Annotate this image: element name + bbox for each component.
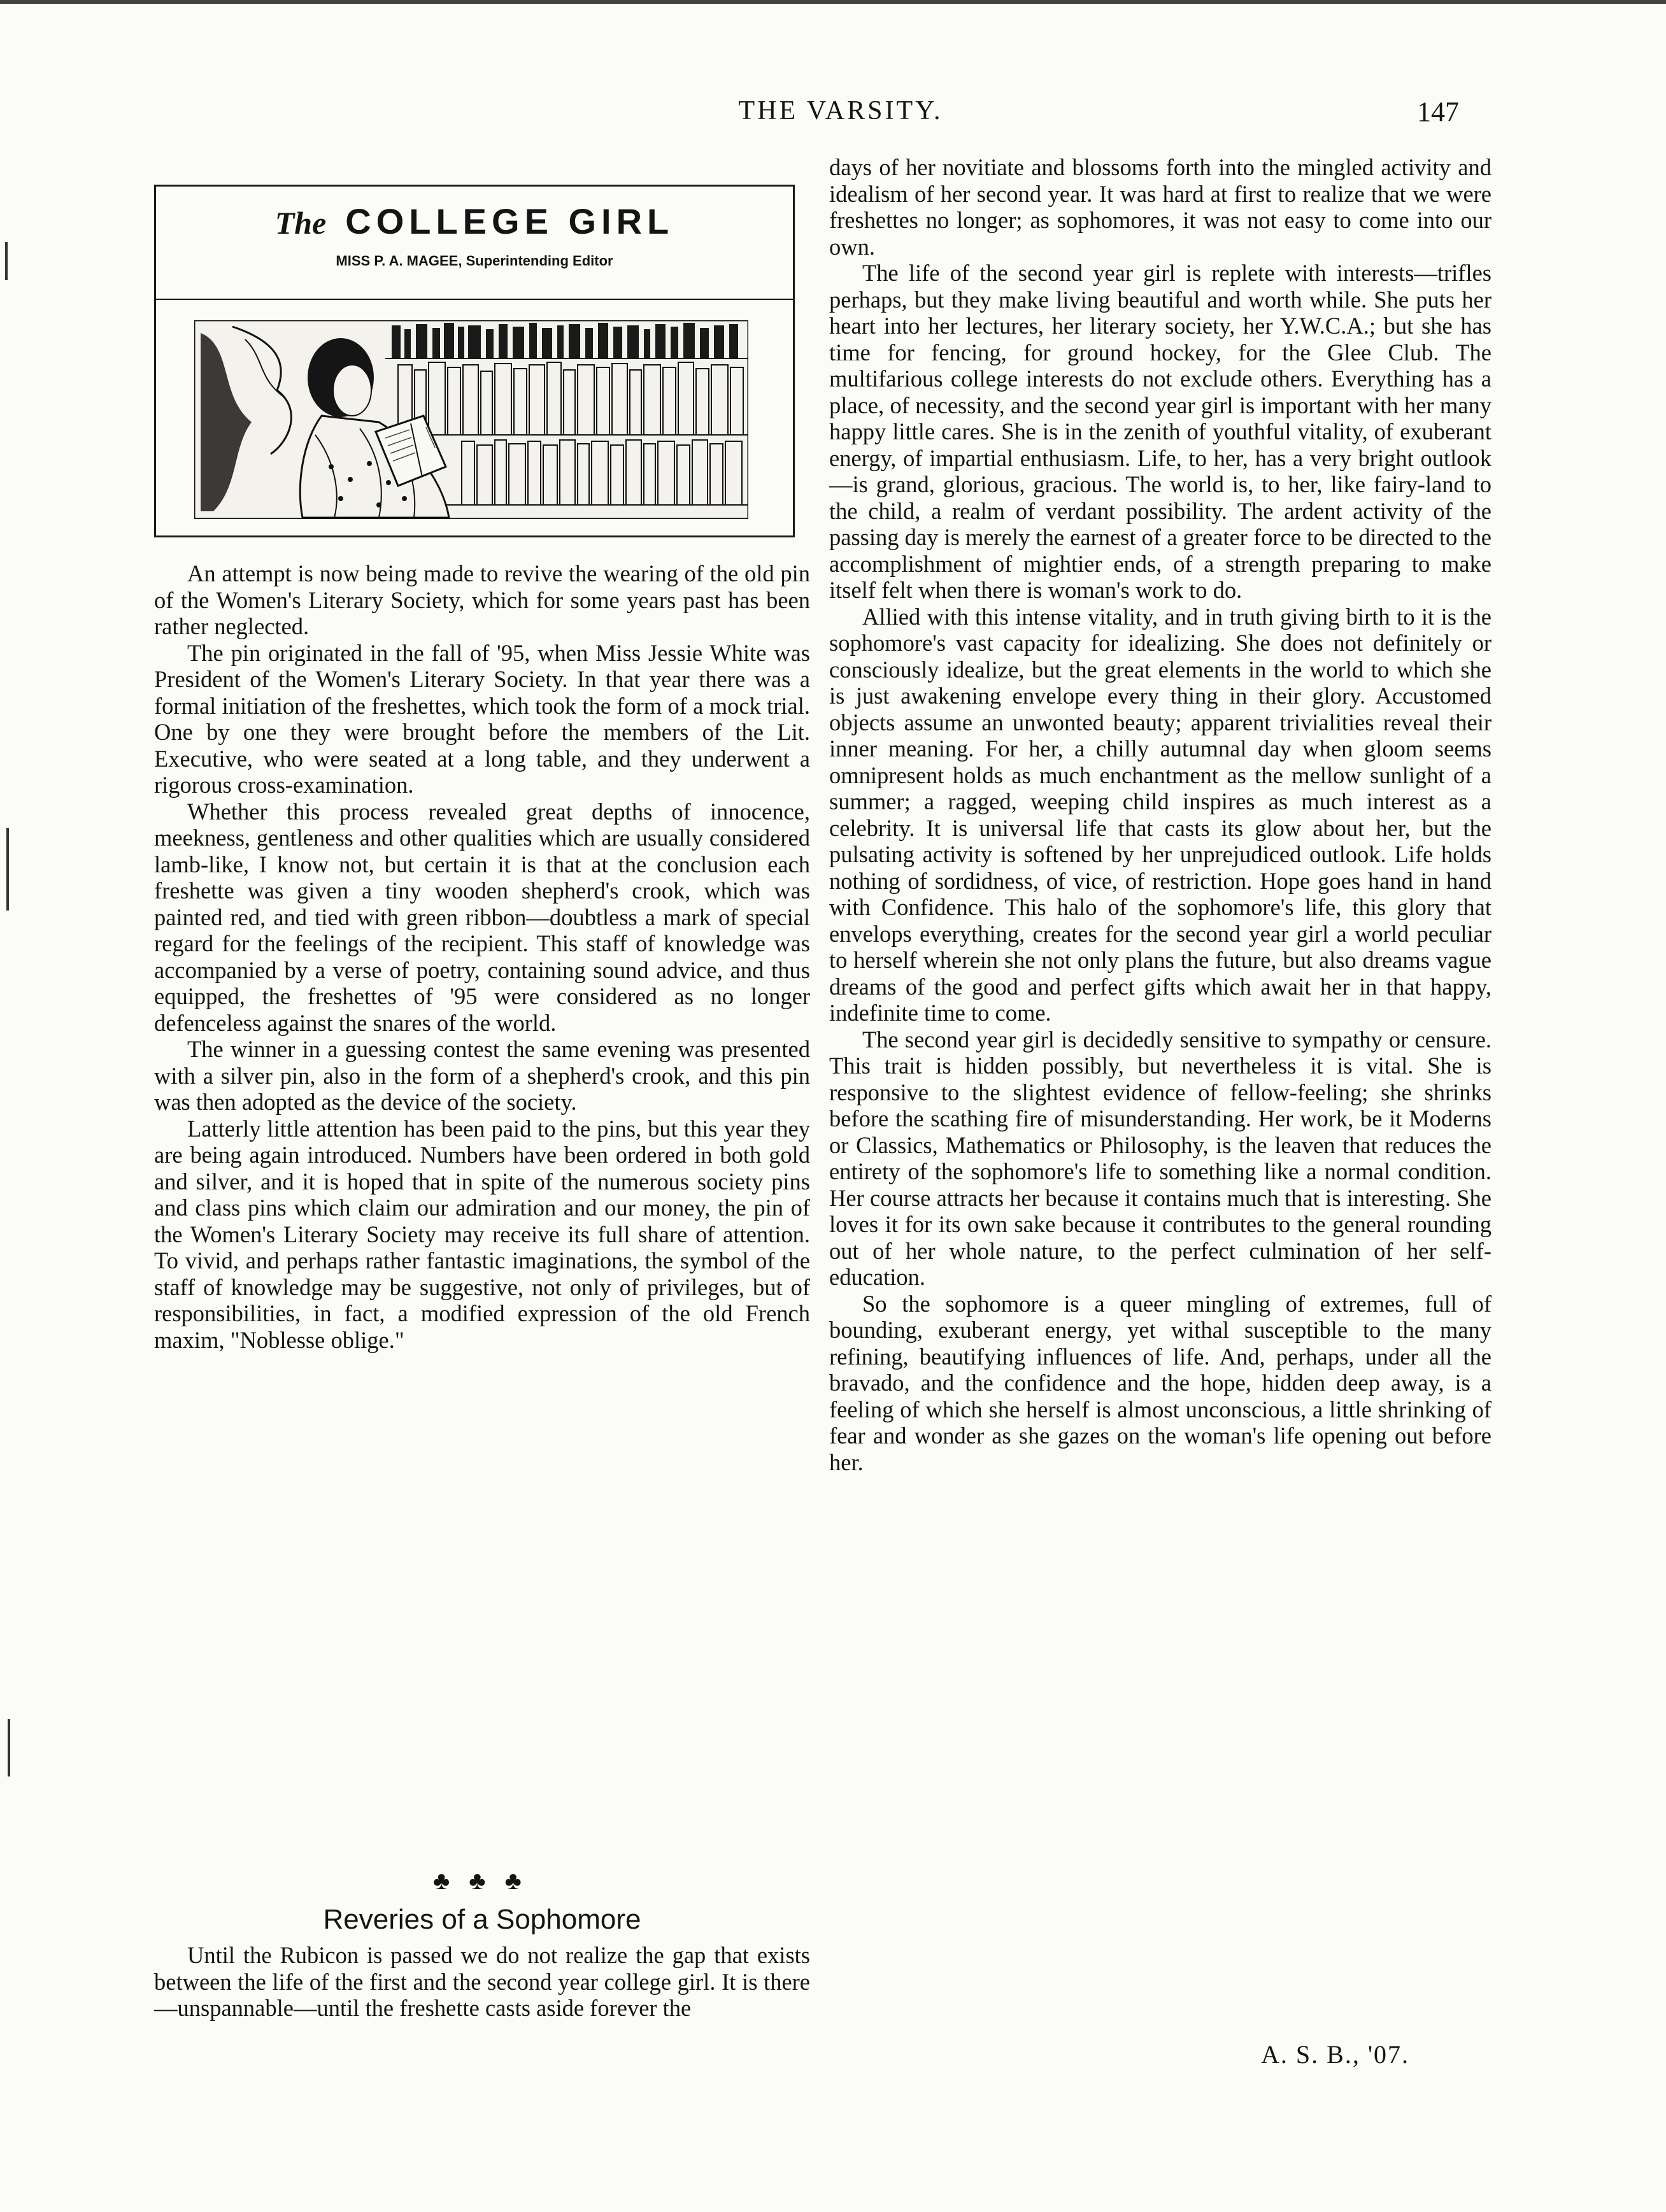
club-ornament: ♣♣♣	[433, 1866, 541, 1895]
section-title	[156, 201, 793, 242]
section-title-main: COLLEGE GIRL	[345, 201, 674, 241]
paragraph: Until the Rubicon is passed we do not realize the gap that exists between the life of the first and the second year college girl. It is there—unspannable—until the freshette casts aside forever the	[154, 1942, 810, 2021]
paragraph: The pin originated in the fall of '95, when Miss Jessie White was President of the Women's Literary Society. In that year there was a formal initiation of the freshettes, which took the form of a mock trial. One by one they were brought before the members of the Lit. Executive, who were seated at a long table, and they underwent a rigorous cross-examination.	[154, 639, 810, 798]
paragraph: Allied with this intense vitality, and in truth giving birth to it is the sophomore's vast capacity for idealizing. She does not definitely or consciously idealize, but the great elements in the world to which she is just awakening envelope every thing in their glory. Accustomed objects assume an unwonted beauty; apparent trivialities reveal their inner meaning. For her, a chilly autumnal day when gloom seems omnipresent holds as much enchantment as the mellow sunlight of a summer; a ragged, weeping child inspires as much interest as a celebrity. It is universal life that casts its glow about her, but the pulsating activity is softened by her unprejudiced outlook. Life holds nothing of sordidness, of vice, of restriction. Hope goes hand in hand with Confidence. This halo of the sophomore's life, this glory that envelops everything, creates for the second year girl a world peculiar to herself wherein she not only plans the future, but also dreams vague dreams of the good and perfect gifts which await her in that happy, indefinite time to come.	[829, 603, 1492, 1026]
section-heading-box	[154, 185, 795, 537]
article-pin-revival	[154, 560, 810, 1353]
left-edge-mark	[6, 828, 9, 911]
page-header-title: THE VARSITY.	[738, 96, 943, 125]
paragraph: Latterly little attention has been paid to the pins, but this year they are being again introduced. Numbers have been ordered in both gold and silver, and it is hoped that in spite of the numerous society pins and class pins which claim our admiration and our money, the pin of the Women's Literary Society may receive its full share of attention. To vivid, and perhaps rather fantastic imaginations, the symbol of the staff of knowledge may be suggestive, not only of privileges, but of responsibilities, in fact, a modified expression of the old French maxim, "Noblesse oblige."	[154, 1115, 810, 1353]
paragraph: days of her novitiate and blossoms forth into the mingled activity and idealism of her second year. It was hard at first to realize that we were freshettes no longer; as sophomores, it was not easy to come into our own.	[829, 154, 1492, 260]
author-signature: A. S. B., '07.	[1261, 2040, 1410, 2069]
article-title: Reveries of a Sophomore	[323, 1904, 641, 1935]
section-title-prefix: The	[274, 205, 327, 241]
left-edge-mark	[8, 1719, 10, 1776]
top-edge-rule	[0, 0, 1666, 4]
reading-girl-illustration	[194, 320, 748, 519]
paragraph: The life of the second year girl is replete with interests—trifles perhaps, but they make living beautiful and worth while. She puts her heart into her lectures, her literary society, her Y.W.C.A.; but she has time for fencing, for ground hockey, for the Glee Club. The multifarious college interests do not exclude others. Everything has a place, of necessity, and the second year girl is important with her many happy little cares. She is in the zenith of youthful vitality, of exuberant energy, of impartial enthusiasm. Life, to her, has a very bright outlook—is grand, glorious, gracious. The world is, to her, like fairy-land to the child, a realm of verdant possibility. The ardent activity of the passing day is merely the earnest of a greater force to be directed to the accomplishment of mightier ends, of a strength preparing to make itself felt when there is woman's work to do.	[829, 260, 1492, 603]
paragraph: An attempt is now being made to revive the wearing of the old pin of the Women's Literary Society, which for some years past has been rather neglected.	[154, 560, 810, 639]
paragraph: The second year girl is decidedly sensitive to sympathy or censure. This trait is hidden possibly, but nevertheless it is vital. She is responsive to the slightest evidence of fellow-feeling; she shrinks before the scathing fire of misunderstanding. Her work, be it Moderns or Classics, Mathematics or Philosophy, is the leaven that reduces the entirety of the sophomore's life to something like a normal condition. Her course attracts her because it contains much that is interesting. She loves it for its own sake because it contributes to the general rounding out of her whole nature, to the perfect culmination of her self-education.	[829, 1026, 1492, 1290]
paragraph: So the sophomore is a queer mingling of extremes, full of bounding, exuberant energy, yet withal susceptible to the many refining, beautifying influences of life. And, perhaps, under all the bravado, and the confidence and the hope, hidden deep away, is a feeling of which she herself is almost unconscious, a little shrinking of fear and wonder as she gazes on the woman's life opening out before her.	[829, 1290, 1492, 1475]
article-sophomore-intro	[154, 1942, 810, 2022]
left-edge-mark	[5, 242, 8, 280]
editor-credit: MISS P. A. MAGEE, Superintending Editor	[336, 253, 613, 269]
paragraph: The winner in a guessing contest the same evening was presented with a silver pin, also in the form of a shepherd's crook, and this pin was then adopted as the device of the society.	[154, 1036, 810, 1115]
paragraph: Whether this process revealed great depths of innocence, meekness, gentleness and other qualities which are usually considered lamb-like, I know not, but certain it is that at the conclusion each freshette was given a tiny wooden shepherd's crook, which was painted red, and tied with green ribbon—doubtless a mark of special regard for the feelings of the recipient. This staff of knowledge was accompanied by a verse of poetry, containing sound advice, and thus equipped, the freshettes of '95 were considered as no longer defenceless against the snares of the world.	[154, 798, 810, 1036]
article-sophomore-continued	[829, 154, 1492, 1475]
page-number: 147	[1417, 96, 1459, 127]
box-divider	[156, 299, 793, 300]
